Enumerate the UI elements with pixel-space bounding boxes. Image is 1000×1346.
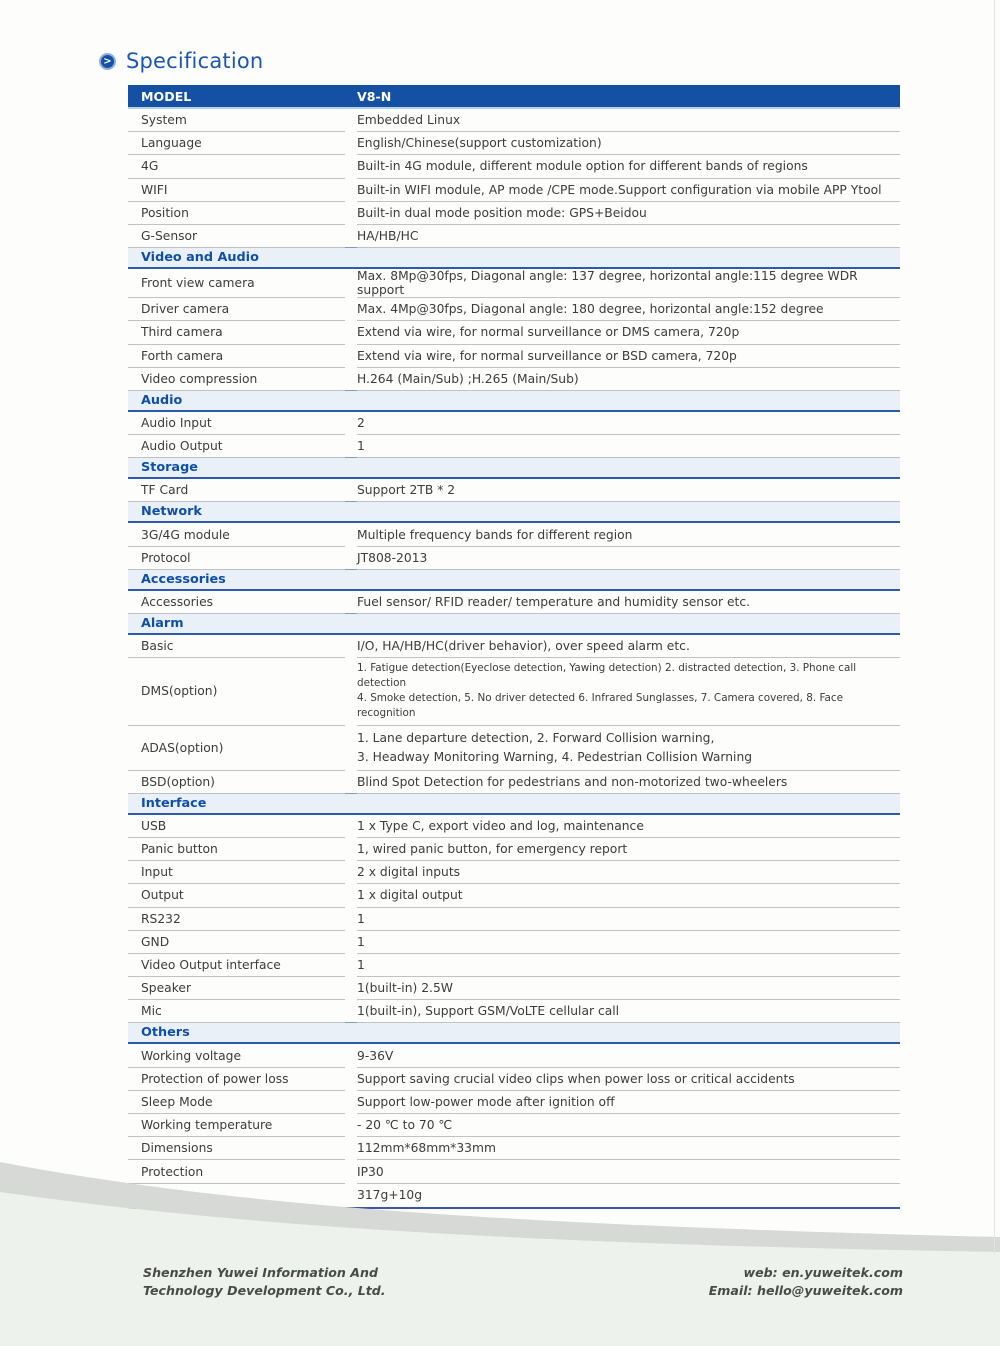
table-body xyxy=(128,109,900,1209)
page-header xyxy=(99,49,263,73)
row-value-line: H.264 (Main/Sub) ;H.265 (Main/Sub) xyxy=(357,371,579,386)
footer-company-name xyxy=(143,1264,386,1301)
row-value xyxy=(357,591,900,614)
row-value xyxy=(357,884,900,907)
row-value xyxy=(357,155,900,178)
table-row xyxy=(128,931,900,954)
table-row xyxy=(128,658,900,725)
row-label: Panic button xyxy=(128,838,345,861)
row-value-line: Built-in WIFI module, AP mode /CPE mode.Support configuration via mobile APP Ytool xyxy=(357,182,882,197)
section-header: Network xyxy=(128,501,900,523)
footer-email: Email: hello@yuweitek.com xyxy=(708,1283,903,1299)
row-label: Forth camera xyxy=(128,345,345,368)
row-label: DMS(option) xyxy=(128,658,345,725)
swoosh-graphic xyxy=(0,1136,1000,1346)
table-row xyxy=(128,132,900,155)
row-value-line: Multiple frequency bands for different region xyxy=(357,527,633,542)
footer-web: web: en.yuweitek.com xyxy=(743,1265,903,1280)
row-value-line: 1, wired panic button, for emergency report xyxy=(357,842,628,857)
row-label: Driver camera xyxy=(128,298,345,321)
table-header-row xyxy=(128,85,900,109)
row-value-line: HA/HB/HC xyxy=(357,229,419,244)
row-label: Mic xyxy=(128,1000,345,1023)
row-value xyxy=(357,412,900,435)
section-header: Video and Audio xyxy=(128,247,900,269)
row-label: Speaker xyxy=(128,977,345,1000)
row-label: Audio Output xyxy=(128,435,345,458)
row-label: Position xyxy=(128,202,345,225)
row-label: 4G xyxy=(128,155,345,178)
row-value xyxy=(357,225,900,248)
row-label: Language xyxy=(128,132,345,155)
row-label: Video compression xyxy=(128,368,345,391)
row-value-line: Max. 8Mp@30fps, Diagonal angle: 137 degree, horizontal angle:115 degree WDR support xyxy=(357,269,858,298)
row-value-line: JT808-2013 xyxy=(357,550,428,565)
table-row xyxy=(128,225,900,248)
row-value-line: Built-in 4G module, different module option for different bands of regions xyxy=(357,159,808,174)
row-value xyxy=(357,547,900,570)
table-row xyxy=(128,269,900,298)
row-value xyxy=(357,954,900,977)
row-value xyxy=(357,1114,900,1137)
row-value xyxy=(357,1068,900,1091)
row-value xyxy=(357,726,900,771)
row-label: TF Card xyxy=(128,479,345,502)
section-header: Audio xyxy=(128,390,900,412)
row-value xyxy=(357,435,900,458)
table-row xyxy=(128,1091,900,1114)
row-value xyxy=(357,321,900,344)
page-edge-line xyxy=(994,0,995,1255)
table-row xyxy=(128,815,900,838)
row-value-line: 2 xyxy=(357,415,365,430)
row-value xyxy=(357,977,900,1000)
table-row xyxy=(128,954,900,977)
table-row xyxy=(128,591,900,614)
row-label: GND xyxy=(128,931,345,954)
row-value xyxy=(357,479,900,502)
row-value xyxy=(357,345,900,368)
row-value xyxy=(357,109,900,132)
row-value xyxy=(357,908,900,931)
row-value-line: I/O, HA/HB/HC(driver behavior), over speed alarm etc. xyxy=(357,639,690,654)
table-row xyxy=(128,523,900,546)
row-value xyxy=(357,1044,900,1067)
row-value xyxy=(357,132,900,155)
row-value-line: Support low-power mode after ignition off xyxy=(357,1094,615,1109)
row-value-line: Extend via wire, for normal surveillance or BSD camera, 720p xyxy=(357,348,737,363)
row-value xyxy=(357,1000,900,1023)
row-label: Protection of power loss xyxy=(128,1068,345,1091)
section-header: Storage xyxy=(128,457,900,479)
row-value xyxy=(357,771,900,794)
table-row xyxy=(128,1114,900,1137)
page-title: Specification xyxy=(126,49,264,73)
row-value-line: 1 x Type C, export video and log, maintenance xyxy=(357,818,644,833)
table-row xyxy=(128,771,900,794)
row-label: Video Output interface xyxy=(128,954,345,977)
row-label: Front view camera xyxy=(128,269,345,298)
table-header-model-value: V8-N xyxy=(357,88,392,104)
row-value-line: Fuel sensor/ RFID reader/ temperature and humidity sensor etc. xyxy=(357,594,751,609)
section-header: Accessories xyxy=(128,569,900,591)
row-label: Protocol xyxy=(128,547,345,570)
table-row xyxy=(128,726,900,771)
row-value xyxy=(357,838,900,861)
table-row xyxy=(128,368,900,391)
footer-contact xyxy=(709,1264,903,1301)
row-value-line: Max. 4Mp@30fps, Diagonal angle: 180 degree, horizontal angle:152 degree xyxy=(357,302,824,317)
row-value-line: 317g+10g xyxy=(357,1188,423,1203)
row-value-line: 2 x digital inputs xyxy=(357,865,461,880)
row-label: Output xyxy=(128,884,345,907)
section-header: Others xyxy=(128,1022,900,1044)
row-label: Dimensions xyxy=(128,1137,345,1160)
table-row xyxy=(128,1068,900,1091)
row-value xyxy=(357,861,900,884)
table-row xyxy=(128,838,900,861)
row-value xyxy=(357,658,900,725)
row-value-line: 1 xyxy=(357,958,365,972)
table-row xyxy=(128,298,900,321)
row-value-line: - 20 ℃ to 70 ℃ xyxy=(357,1118,453,1133)
row-value xyxy=(357,815,900,838)
spec-table xyxy=(128,85,900,1209)
row-value-line: English/Chinese(support customization) xyxy=(357,136,602,151)
row-value-line: Built-in dual mode position mode: GPS+Beidou xyxy=(357,205,647,220)
row-value-line: 9-36V xyxy=(357,1048,394,1063)
row-value-line: Extend via wire, for normal surveillance or DMS camera, 720p xyxy=(357,325,740,340)
table-row xyxy=(128,345,900,368)
row-label: BSD(option) xyxy=(128,771,345,794)
row-value xyxy=(357,298,900,321)
table-row xyxy=(128,1044,900,1067)
table-row xyxy=(128,109,900,132)
row-value-line: 3. Headway Monitoring Warning, 4. Pedestrian Collision Warning xyxy=(357,749,753,764)
row-value xyxy=(357,635,900,658)
row-value-line: 1 xyxy=(357,911,365,926)
row-value-line: IP30 xyxy=(357,1164,384,1179)
row-label: Sleep Mode xyxy=(128,1091,345,1114)
row-value-line: 1 xyxy=(357,439,365,454)
row-value-line: Blind Spot Detection for pedestrians and non-motorized two-wheelers xyxy=(357,774,788,789)
row-value-line: 4. Smoke detection, 5. No driver detected 6. Infrared Sunglasses, 7. Camera covered, 8. Face recognition xyxy=(357,692,843,720)
row-value-line: 1(built-in), Support GSM/VoLTE cellular call xyxy=(357,1004,620,1019)
table-row xyxy=(128,435,900,458)
row-label: System xyxy=(128,109,345,132)
row-value-line: Support saving crucial video clips when power loss or critical accidents xyxy=(357,1071,795,1086)
chevron-right-circle-icon: > xyxy=(99,53,116,70)
table-row xyxy=(128,635,900,658)
row-value xyxy=(357,368,900,391)
row-label: USB xyxy=(128,815,345,838)
row-value xyxy=(357,202,900,225)
row-label: ADAS(option) xyxy=(128,726,345,771)
row-value-line: 1. Lane departure detection, 2. Forward Collision warning, xyxy=(357,730,715,745)
row-label: Input xyxy=(128,861,345,884)
table-row xyxy=(128,321,900,344)
table-row xyxy=(128,155,900,178)
table-row xyxy=(128,547,900,570)
row-value xyxy=(357,179,900,202)
table-row xyxy=(128,884,900,907)
row-value-line: Embedded Linux xyxy=(357,113,461,128)
table-row xyxy=(128,202,900,225)
footer-company-line1: Shenzhen Yuwei Information And xyxy=(143,1265,378,1280)
row-label: Accessories xyxy=(128,591,345,614)
section-header: Alarm xyxy=(128,613,900,635)
row-label: Protection xyxy=(128,1160,345,1183)
row-label: Working temperature xyxy=(128,1114,345,1137)
row-value-line: 1. Fatigue detection(Eyeclose detection, Yawing detection) 2. distracted detection, 3. Phone call detection xyxy=(357,662,857,690)
row-label: RS232 xyxy=(128,908,345,931)
row-label: Working voltage xyxy=(128,1044,345,1067)
row-value xyxy=(357,1091,900,1114)
table-row xyxy=(128,479,900,502)
row-value-line: 112mm*68mm*33mm xyxy=(357,1141,496,1156)
row-label: Third camera xyxy=(128,321,345,344)
table-row xyxy=(128,908,900,931)
row-label: G-Sensor xyxy=(128,225,345,248)
row-value-line: 1 x digital output xyxy=(357,888,463,903)
section-header: Interface xyxy=(128,793,900,815)
table-row xyxy=(128,1000,900,1023)
row-value xyxy=(357,269,900,298)
row-value xyxy=(357,931,900,954)
row-value xyxy=(357,523,900,546)
table-header-model-label: MODEL xyxy=(141,88,192,104)
table-row xyxy=(128,977,900,1000)
table-row xyxy=(128,861,900,884)
row-label: Audio Input xyxy=(128,412,345,435)
row-label: WIFI xyxy=(128,179,345,202)
row-value-line: Support 2TB * 2 xyxy=(357,483,456,498)
table-row xyxy=(128,412,900,435)
row-value-line: 1 xyxy=(357,934,365,949)
row-label: Basic xyxy=(128,635,345,658)
table-row xyxy=(128,179,900,202)
row-value-line: 1(built-in) 2.5W xyxy=(357,981,453,996)
row-label: 3G/4G module xyxy=(128,523,345,546)
footer-company-line2: Technology Development Co., Ltd. xyxy=(143,1283,386,1299)
